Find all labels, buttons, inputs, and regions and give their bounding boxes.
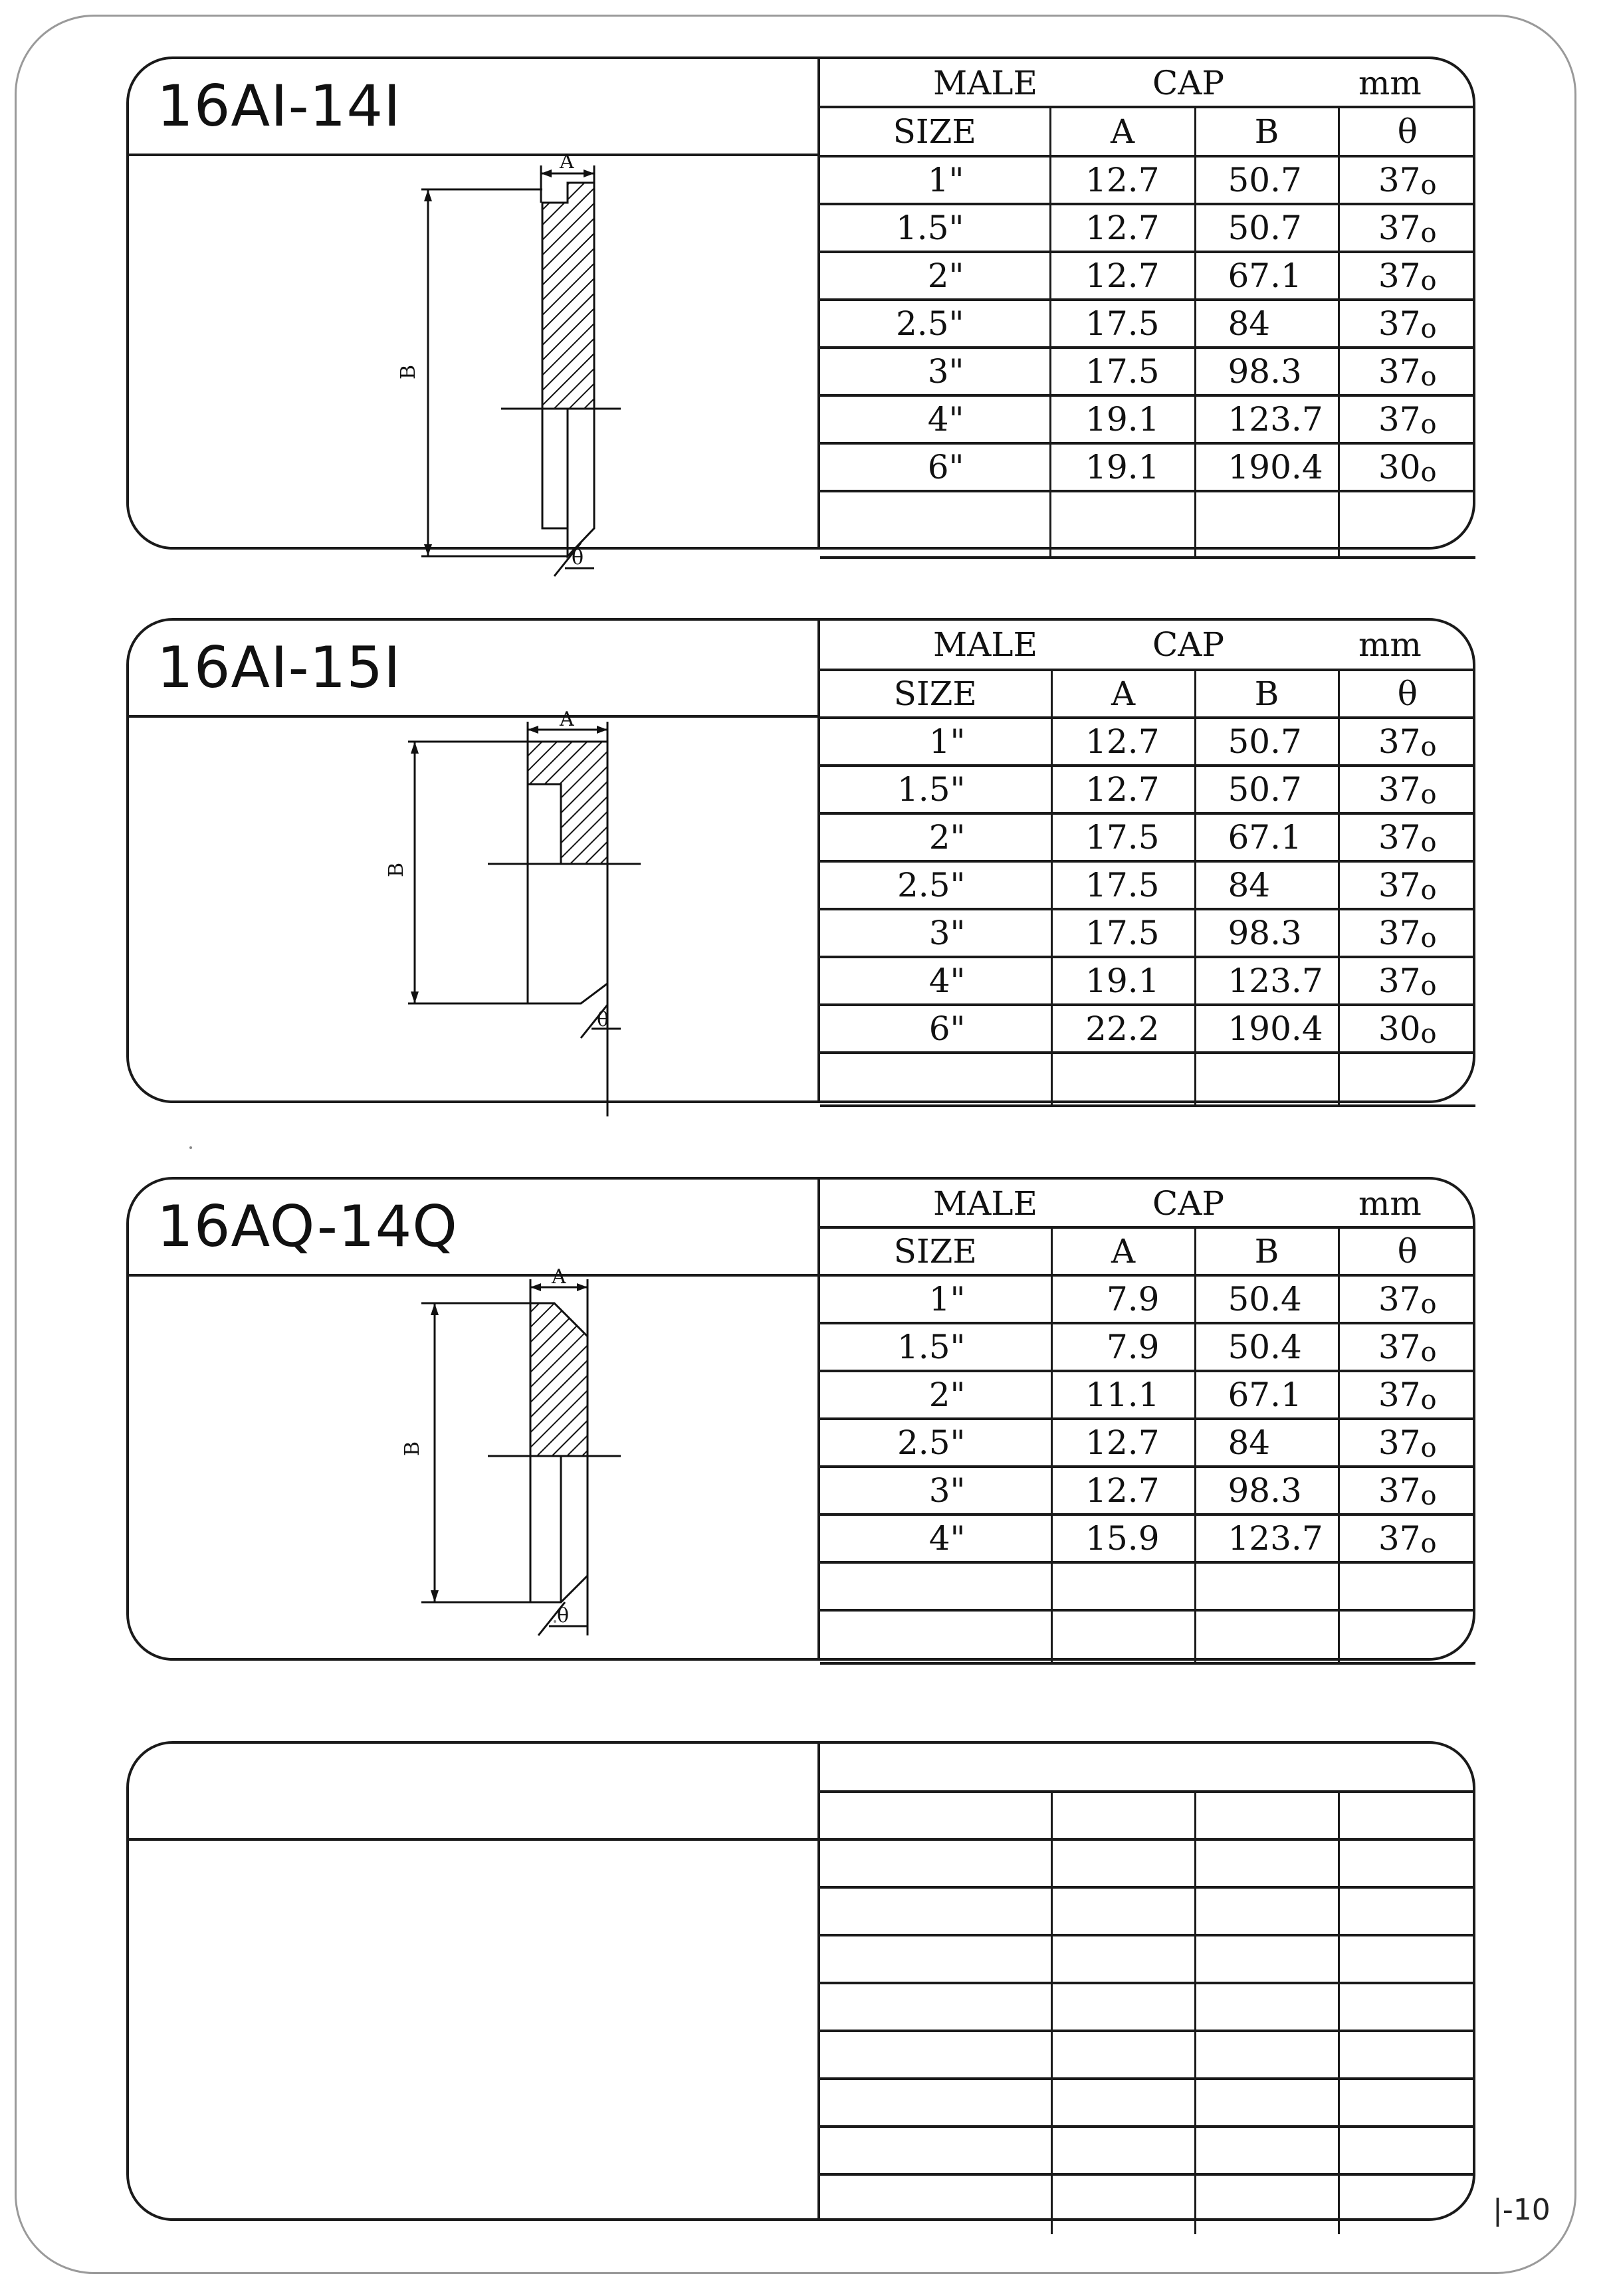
header-cap: CAP [1152, 64, 1225, 102]
dimension-a-label: A [552, 1265, 566, 1289]
table-row [820, 252, 1475, 300]
b-cell: 67.1 [1195, 1371, 1339, 1419]
col-b: B [1195, 107, 1339, 156]
page-number: |-10 [1493, 2193, 1551, 2227]
theta-value: 37 [1378, 400, 1421, 439]
size-cell: 4" [820, 1514, 1051, 1562]
dimension-b-label: B [401, 1441, 424, 1456]
blank-row [820, 1610, 1475, 1663]
header-unit: mm [1358, 64, 1422, 102]
theta-value: 37 [1378, 1280, 1421, 1318]
blank-row [820, 1792, 1475, 1839]
degree-mark: o [1420, 1289, 1437, 1320]
table-row [820, 204, 1475, 252]
b-cell: 50.7 [1195, 204, 1339, 252]
size-cell: 1.5" [820, 204, 1050, 252]
a-cell: 12.7 [1050, 252, 1195, 300]
size-cell: 2" [820, 1371, 1051, 1419]
b-cell: 123.7 [1195, 957, 1339, 1005]
theta-value: 37 [1378, 1519, 1421, 1558]
title-cell [129, 621, 817, 718]
size-cell: 2.5" [820, 300, 1050, 348]
col-theta: θ [1339, 670, 1475, 718]
scan-speck [189, 1146, 192, 1149]
dimension-a-label: A [560, 150, 574, 173]
cap-diagram [129, 708, 817, 1100]
b-cell: 123.7 [1195, 395, 1339, 443]
a-cell: 7.9 [1051, 1275, 1195, 1323]
table-header-row [820, 59, 1475, 107]
b-cell: 190.4 [1195, 1005, 1339, 1053]
a-cell: 19.1 [1051, 957, 1195, 1005]
degree-mark: o [1420, 1433, 1437, 1463]
col-a: A [1051, 670, 1195, 718]
theta-cell [1339, 1275, 1475, 1323]
dimension-b-label: B [397, 364, 420, 379]
degree-mark: o [1420, 827, 1437, 858]
size-cell: 1" [820, 718, 1051, 766]
theta-value: 37 [1378, 1471, 1421, 1510]
theta-value: 37 [1378, 352, 1421, 391]
a-cell: 12.7 [1051, 1419, 1195, 1467]
degree-mark: o [1420, 1481, 1437, 1511]
size-cell: 6" [820, 443, 1050, 491]
theta-cell [1339, 1467, 1475, 1514]
spec-table-wrap [820, 1180, 1473, 1658]
theta-cell [1339, 1514, 1475, 1562]
size-cell: 6" [820, 1005, 1051, 1053]
a-cell: 17.5 [1050, 300, 1195, 348]
theta-cell [1339, 443, 1475, 491]
degree-mark: o [1420, 875, 1437, 906]
degree-mark: o [1420, 362, 1437, 392]
spec-table-wrap [820, 1744, 1473, 2218]
blank-row [820, 1839, 1475, 1887]
blank-row [820, 1887, 1475, 1935]
col-size: SIZE [820, 1227, 1051, 1275]
theta-cell [1339, 1005, 1475, 1053]
header-cap: CAP [1152, 625, 1225, 664]
table-row [820, 718, 1475, 766]
a-cell: 17.5 [1051, 813, 1195, 861]
col-a: A [1051, 1227, 1195, 1275]
theta-cell [1339, 909, 1475, 957]
panel-left [129, 621, 820, 1100]
b-cell: 67.1 [1195, 252, 1339, 300]
table-row [820, 348, 1475, 395]
degree-mark: o [1420, 971, 1437, 1001]
size-cell: 1" [820, 1275, 1051, 1323]
theta-cell [1339, 766, 1475, 813]
header-male: MALE [933, 1184, 1038, 1223]
cap-cross-section-drawing [129, 708, 817, 1116]
a-cell: 17.5 [1051, 909, 1195, 957]
size-cell: 3" [820, 1467, 1051, 1514]
spec-panel-3 [126, 1177, 1475, 1661]
size-cell: 4" [820, 395, 1050, 443]
theta-cell [1339, 204, 1475, 252]
b-cell: 50.4 [1195, 1323, 1339, 1371]
blank-row [820, 1935, 1475, 1983]
table-header-row [820, 1180, 1475, 1227]
blank-row [820, 1562, 1475, 1610]
a-cell: 19.1 [1050, 395, 1195, 443]
theta-value: 37 [1378, 962, 1421, 1000]
b-cell: 50.4 [1195, 1275, 1339, 1323]
b-cell: 98.3 [1195, 1467, 1339, 1514]
spec-table-wrap [820, 59, 1473, 547]
theta-value: 37 [1378, 161, 1421, 199]
table-row [820, 300, 1475, 348]
theta-cell [1339, 813, 1475, 861]
size-cell: 4" [820, 957, 1051, 1005]
theta-value: 37 [1378, 209, 1421, 247]
theta-cell [1339, 348, 1475, 395]
theta-cell [1339, 156, 1475, 204]
degree-mark: o [1420, 218, 1437, 249]
a-cell: 11.1 [1051, 1371, 1195, 1419]
panel-left [129, 59, 820, 570]
degree-mark: o [1420, 732, 1437, 762]
table-row [820, 156, 1475, 204]
header-male: MALE [933, 625, 1038, 664]
cap-cross-section-drawing [129, 150, 817, 570]
a-cell: 12.7 [1050, 204, 1195, 252]
degree-mark: o [1420, 170, 1437, 201]
size-cell: 1.5" [820, 1323, 1051, 1371]
theta-value: 37 [1378, 818, 1421, 857]
size-cell: 2.5" [820, 1419, 1051, 1467]
col-size: SIZE [820, 107, 1050, 156]
table-row [820, 861, 1475, 909]
blank-row [820, 2127, 1475, 2174]
col-theta: θ [1339, 1227, 1475, 1275]
theta-value: 30 [1378, 1009, 1421, 1048]
blank-row [820, 1053, 1475, 1106]
spec-panel-1 [126, 56, 1475, 570]
degree-mark: o [1420, 409, 1437, 440]
theta-value: 37 [1378, 914, 1421, 952]
theta-cell [1339, 957, 1475, 1005]
table-row [820, 1005, 1475, 1053]
theta-value: 37 [1378, 722, 1421, 761]
spec-table [820, 1180, 1475, 1665]
spec-panel-2 [126, 618, 1475, 1103]
header-male: MALE [933, 64, 1038, 102]
table-row [820, 1323, 1475, 1371]
a-cell: 12.7 [1050, 156, 1195, 204]
col-a: A [1050, 107, 1195, 156]
b-cell: 84 [1195, 861, 1339, 909]
blank-row [820, 2079, 1475, 2127]
degree-mark: o [1420, 1019, 1437, 1049]
b-cell: 84 [1195, 1419, 1339, 1467]
table-row [820, 909, 1475, 957]
title-cell [129, 1180, 817, 1277]
part-number-title: 16AI-15I [157, 635, 401, 701]
header-cap: CAP [1152, 1184, 1225, 1223]
b-cell: 84 [1195, 300, 1339, 348]
degree-mark: o [1420, 1337, 1437, 1368]
degree-mark: o [1420, 923, 1437, 954]
part-number-title: 16AI-14I [157, 73, 401, 140]
table-row [820, 1371, 1475, 1419]
title-cell [129, 59, 817, 156]
degree-mark: o [1420, 1385, 1437, 1415]
degree-mark: o [1420, 780, 1437, 810]
a-cell: 17.5 [1051, 861, 1195, 909]
table-row [820, 395, 1475, 443]
size-cell: 2" [820, 252, 1050, 300]
dimension-b-label: B [385, 862, 408, 877]
column-header-row [820, 670, 1475, 718]
cap-cross-section-drawing [129, 1265, 817, 1675]
degree-mark: o [1420, 266, 1437, 296]
column-header-row [820, 1227, 1475, 1275]
table-row [820, 1419, 1475, 1467]
dimension-a-label: A [560, 708, 574, 731]
table-row [820, 813, 1475, 861]
spec-table-wrap [820, 621, 1473, 1100]
panel-left [129, 1180, 820, 1658]
a-cell: 22.2 [1051, 1005, 1195, 1053]
a-cell: 17.5 [1050, 348, 1195, 395]
size-cell: 3" [820, 348, 1050, 395]
size-cell: 1" [820, 156, 1050, 204]
panel-left [129, 1744, 820, 2218]
blank-header-row [820, 1744, 1475, 1792]
title-cell [129, 1744, 817, 1841]
blank-row [820, 2031, 1475, 2079]
size-cell: 3" [820, 909, 1051, 957]
degree-mark: o [1420, 314, 1437, 344]
theta-value: 37 [1378, 257, 1421, 295]
theta-value: 37 [1378, 1423, 1421, 1462]
b-cell: 190.4 [1195, 443, 1339, 491]
header-unit: mm [1358, 625, 1422, 664]
degree-mark: o [1420, 457, 1437, 488]
b-cell: 50.7 [1195, 156, 1339, 204]
col-b: B [1195, 670, 1339, 718]
cap-diagram [129, 1265, 817, 1658]
table-row [820, 1275, 1475, 1323]
blank-spec-table [820, 1744, 1475, 2234]
theta-value: 37 [1378, 866, 1421, 904]
cap-diagram [129, 150, 817, 570]
table-header-row [820, 621, 1475, 670]
table-row [820, 443, 1475, 491]
theta-value: 30 [1378, 448, 1421, 486]
column-header-row [820, 107, 1475, 156]
b-cell: 67.1 [1195, 813, 1339, 861]
theta-label: θ [597, 1008, 609, 1031]
b-cell: 123.7 [1195, 1514, 1339, 1562]
size-cell: 2.5" [820, 861, 1051, 909]
header-unit: mm [1358, 1184, 1422, 1223]
spec-table [820, 59, 1475, 559]
table-row [820, 766, 1475, 813]
part-number-title: 16AQ-14Q [157, 1194, 458, 1260]
theta-cell [1339, 861, 1475, 909]
b-cell: 50.7 [1195, 718, 1339, 766]
a-cell: 19.1 [1050, 443, 1195, 491]
blank-row [820, 491, 1475, 558]
blank-spec-panel [126, 1741, 1475, 2221]
theta-cell [1339, 1371, 1475, 1419]
blank-row [820, 1983, 1475, 2031]
b-cell: 98.3 [1195, 348, 1339, 395]
a-cell: 12.7 [1051, 766, 1195, 813]
theta-value: 37 [1378, 770, 1421, 809]
a-cell: 15.9 [1051, 1514, 1195, 1562]
theta-value: 37 [1378, 1328, 1421, 1366]
col-theta: θ [1339, 107, 1475, 156]
degree-mark: o [1420, 1528, 1437, 1559]
theta-label: θ [557, 1604, 570, 1627]
col-size: SIZE [820, 670, 1051, 718]
theta-value: 37 [1378, 304, 1421, 343]
size-cell: 1.5" [820, 766, 1051, 813]
theta-cell [1339, 395, 1475, 443]
theta-value: 37 [1378, 1376, 1421, 1414]
col-b: B [1195, 1227, 1339, 1275]
theta-cell [1339, 1419, 1475, 1467]
spec-table [820, 621, 1475, 1107]
theta-cell [1339, 252, 1475, 300]
theta-cell [1339, 718, 1475, 766]
blank-row [820, 2174, 1475, 2234]
table-row [820, 1514, 1475, 1562]
table-row [820, 1467, 1475, 1514]
theta-cell [1339, 300, 1475, 348]
a-cell: 7.9 [1051, 1323, 1195, 1371]
diagram-area-empty [129, 1841, 817, 2218]
theta-cell [1339, 1323, 1475, 1371]
scan-speck [554, 1620, 556, 1623]
b-cell: 50.7 [1195, 766, 1339, 813]
theta-label: θ [572, 546, 584, 570]
table-row [820, 957, 1475, 1005]
a-cell: 12.7 [1051, 1467, 1195, 1514]
size-cell: 2" [820, 813, 1051, 861]
b-cell: 98.3 [1195, 909, 1339, 957]
a-cell: 12.7 [1051, 718, 1195, 766]
